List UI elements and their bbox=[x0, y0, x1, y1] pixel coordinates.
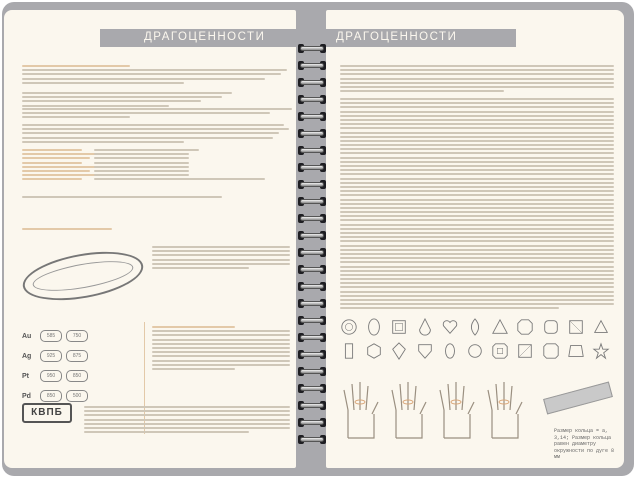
binding-wire bbox=[300, 437, 324, 442]
hallmark-badge: 585 bbox=[40, 330, 62, 342]
hand-icon bbox=[436, 380, 476, 440]
binding-wire bbox=[300, 403, 324, 408]
ring-size-note: Размер кольца = а, 3,14; Размер кольца равен диаметру окружности по дуге 8 мм bbox=[554, 428, 615, 460]
binding-wire bbox=[300, 148, 324, 153]
hallmark-badge: 850 bbox=[40, 390, 62, 402]
hallmark-badge: 750 bbox=[66, 330, 88, 342]
gem-marquise-icon bbox=[466, 318, 484, 336]
hallmark-marks-paragraph bbox=[152, 326, 290, 372]
binding-wire bbox=[300, 97, 324, 102]
kvpb-paragraph bbox=[84, 406, 290, 435]
hallmark-paragraph bbox=[152, 246, 290, 271]
right-page-title: ДРАГОЦЕННОСТИ bbox=[336, 31, 458, 43]
hallmark-list bbox=[22, 328, 92, 408]
gold-purity-notes bbox=[340, 98, 614, 312]
purity-scale-list bbox=[22, 92, 232, 109]
gem-baguette-icon bbox=[340, 342, 358, 360]
binding-wire bbox=[300, 284, 324, 289]
gem-shield-icon bbox=[416, 342, 434, 360]
binding-wire bbox=[300, 80, 324, 85]
gem-triangle-icon bbox=[592, 318, 610, 336]
left-header-band bbox=[100, 29, 296, 47]
hallmark-platinum bbox=[22, 368, 92, 384]
binding-wire bbox=[300, 165, 324, 170]
hand-icon bbox=[340, 380, 380, 440]
hallmark-badge: 875 bbox=[66, 350, 88, 362]
hallmark-silver bbox=[22, 348, 92, 364]
gem-round-icon bbox=[340, 318, 358, 336]
binding-wire bbox=[300, 352, 324, 357]
gem-trapezoid-icon bbox=[567, 342, 585, 360]
binding-wire bbox=[300, 267, 324, 272]
gem-heart-icon bbox=[441, 318, 459, 336]
binding-wire bbox=[300, 63, 324, 68]
gem-princess-icon bbox=[516, 342, 534, 360]
gem-kite-icon bbox=[390, 342, 408, 360]
gem-cuts-grid bbox=[340, 318, 610, 366]
hallmark-badge: 950 bbox=[40, 370, 62, 382]
metal-code: Pt bbox=[22, 372, 29, 380]
binding-wire bbox=[300, 369, 324, 374]
gem-pear-icon bbox=[416, 318, 434, 336]
metals-intro-paragraph bbox=[340, 65, 614, 94]
metal-code: Ag bbox=[22, 352, 32, 360]
intro-paragraph bbox=[22, 65, 292, 86]
hand-icon bbox=[484, 380, 524, 440]
carat-values bbox=[94, 149, 284, 183]
kvpb-stamp: КВПБ bbox=[22, 403, 72, 423]
section-label bbox=[22, 228, 112, 232]
metal-code: Pd bbox=[22, 392, 31, 400]
gem-row bbox=[340, 342, 610, 364]
gem-hexagon-icon bbox=[365, 342, 383, 360]
gem-square-icon bbox=[567, 318, 585, 336]
gem-row bbox=[340, 318, 610, 340]
right-header-band bbox=[326, 29, 516, 47]
hallmark-badge: 500 bbox=[66, 390, 88, 402]
binding-wire bbox=[300, 301, 324, 306]
binding-wire bbox=[300, 114, 324, 119]
carat-conversion-note bbox=[22, 196, 222, 200]
binding-wire bbox=[300, 46, 324, 51]
gem-oval-icon bbox=[365, 318, 383, 336]
gem-octagon-icon bbox=[516, 318, 534, 336]
binding-wire bbox=[300, 199, 324, 204]
left-page bbox=[4, 10, 296, 468]
binding-wire bbox=[300, 182, 324, 187]
hand-icon bbox=[388, 380, 428, 440]
hallmark-palladium bbox=[22, 388, 92, 404]
gem-star-icon bbox=[592, 342, 610, 360]
gem-trillion-icon bbox=[491, 318, 509, 336]
metal-code: Au bbox=[22, 332, 32, 340]
gem-cabochon-icon bbox=[466, 342, 484, 360]
binding-wire bbox=[300, 216, 324, 221]
hallmark-badge: 850 bbox=[66, 370, 88, 382]
binding-wire bbox=[300, 250, 324, 255]
hallmark-badge: 925 bbox=[40, 350, 62, 362]
binding-wire bbox=[300, 318, 324, 323]
purity-paragraph bbox=[22, 108, 292, 121]
right-page bbox=[326, 10, 624, 468]
hallmark-stamp-illustration bbox=[19, 244, 147, 309]
gem-cushion-icon bbox=[542, 318, 560, 336]
binding-wire bbox=[300, 335, 324, 340]
gem-emerald-icon bbox=[390, 318, 408, 336]
hallmark-gold bbox=[22, 328, 92, 344]
left-page-title: ДРАГОЦЕННОСТИ bbox=[144, 31, 266, 43]
gem-asscher-icon bbox=[491, 342, 509, 360]
binding-wire bbox=[300, 420, 324, 425]
carat-paragraph bbox=[22, 124, 292, 145]
binding-wire bbox=[300, 233, 324, 238]
binding-wire bbox=[300, 131, 324, 136]
binding-wire bbox=[300, 386, 324, 391]
gem-radiant-icon bbox=[542, 342, 560, 360]
gem-briolette-icon bbox=[441, 342, 459, 360]
